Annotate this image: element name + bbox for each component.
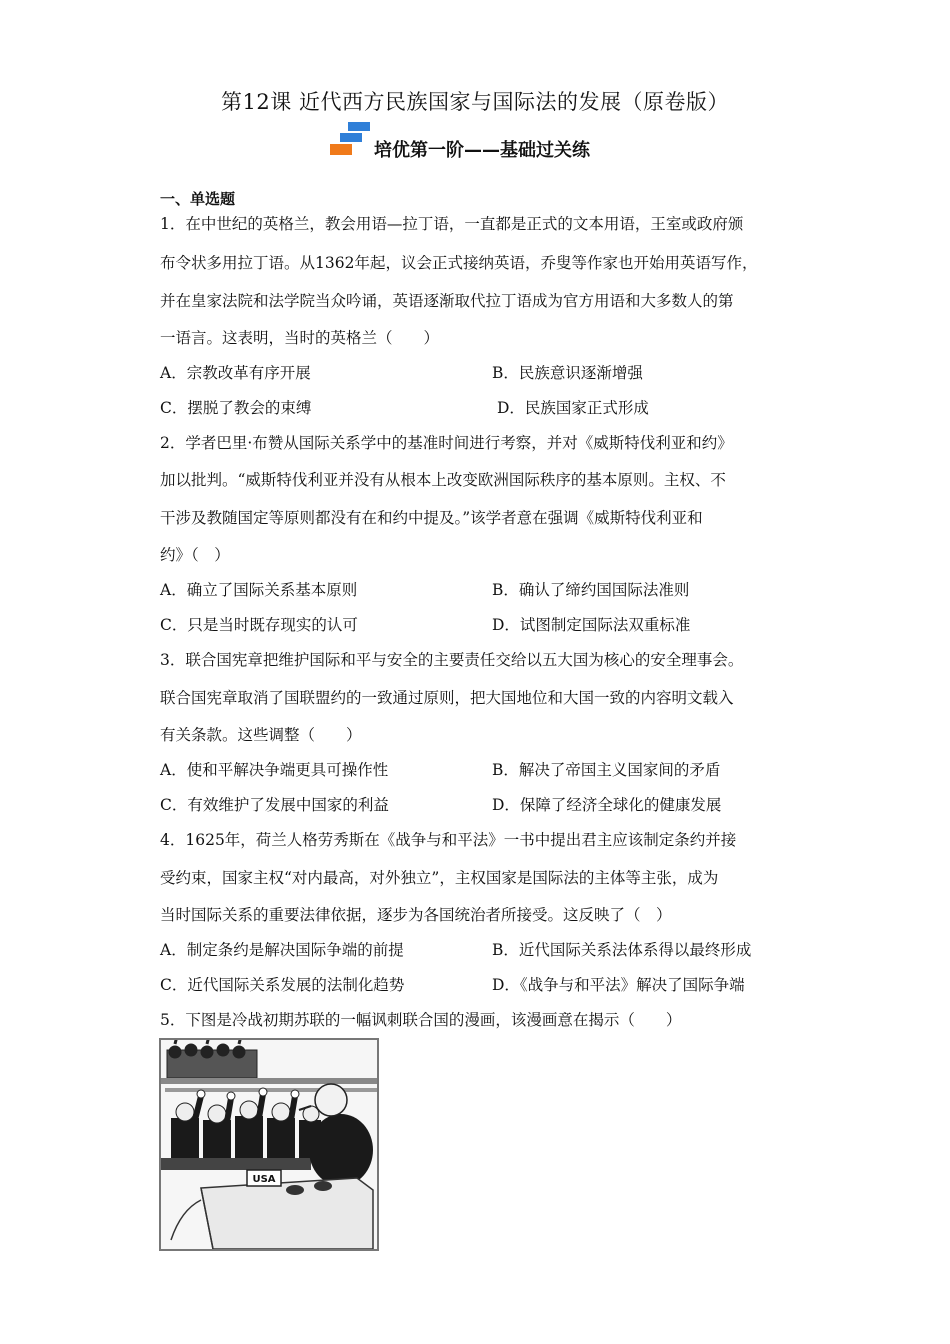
option-a[interactable]: A．确立了国际关系基本原则: [160, 581, 358, 599]
option-a[interactable]: A．宗教改革有序开展: [160, 364, 311, 382]
option-c[interactable]: C．有效维护了发展中国家的利益: [160, 796, 389, 814]
option-b[interactable]: B．解决了帝国主义国家间的矛盾: [492, 761, 721, 779]
option-b[interactable]: B．近代国际关系法体系得以最终形成: [492, 941, 752, 959]
question-line: 3．联合国宪章把维护国际和平与安全的主要责任交给以五大国为核心的安全理事会。: [160, 651, 744, 669]
question-line: 约》（ ）: [160, 546, 230, 564]
question-line: 2．学者巴里·布赞从国际关系学中的基准时间进行考察，并对《威斯特伐利亚和约》: [160, 434, 733, 452]
question-line: 干涉及教随国定等原则都没有在和约中提及。”该学者意在强调《威斯特伐利亚和: [160, 509, 703, 527]
option-a[interactable]: A．使和平解决争端更具可操作性: [160, 761, 389, 779]
subtitle-banner: [0, 122, 950, 162]
cartoon-drawing: [161, 1040, 377, 1249]
option-c[interactable]: C．只是当时既存现实的认可: [160, 616, 358, 634]
usa-sign: USA: [252, 1174, 276, 1185]
question-line: 一语言。这表明，当时的英格兰（ ）: [160, 329, 440, 347]
question-line: 联合国宪章取消了国联盟约的一致通过原则，把大国地位和大国一致的内容明文载入: [160, 689, 734, 707]
question-line: 当时国际关系的重要法律依据，逐步为各国统治者所接受。这反映了（ ）: [160, 906, 672, 924]
option-d[interactable]: D．《战争与和平法》解决了国际争端: [492, 976, 745, 994]
stairs-icon: [328, 122, 372, 158]
question-line: 布令状多用拉丁语。从1362年起，议会正式接纳英语，乔叟等作家也开始用英语写作，: [160, 254, 758, 272]
page-title: 第12课 近代西方民族国家与国际法的发展（原卷版）: [221, 90, 729, 114]
question-line: 加以批判。“威斯特伐利亚并没有从根本上改变欧洲国际秩序的基本原则。主权、不: [160, 471, 726, 489]
cartoon-image: [159, 1038, 379, 1251]
option-d[interactable]: D．试图制定国际法双重标准: [492, 616, 691, 634]
question-line: 5．下图是冷战初期苏联的一幅讽刺联合国的漫画，该漫画意在揭示（ ）: [160, 1011, 682, 1029]
question-line: 1．在中世纪的英格兰，教会用语—拉丁语，一直都是正式的文本用语，王室或政府颁: [160, 215, 744, 233]
question-line: 4．1625年，荷兰人格劳秀斯在《战争与和平法》一书中提出君主应该制定条约并接: [160, 831, 737, 849]
option-c[interactable]: C．摆脱了教会的束缚: [160, 399, 312, 417]
option-b[interactable]: B．确认了缔约国国际法准则: [492, 581, 690, 599]
section-title: 一、单选题: [160, 190, 236, 208]
option-a[interactable]: A．制定条约是解决国际争端的前提: [160, 941, 404, 959]
question-line: 并在皇家法院和法学院当众吟诵，英语逐渐取代拉丁语成为官方用语和大多数人的第: [160, 292, 734, 310]
option-d[interactable]: D．保障了经济全球化的健康发展: [492, 796, 722, 814]
question-line: 受约束，国家主权“对内最高，对外独立”，主权国家是国际法的主体等主张，成为: [160, 869, 719, 887]
question-line: 有关条款。这些调整（ ）: [160, 726, 362, 744]
option-c[interactable]: C．近代国际关系发展的法制化趋势: [160, 976, 405, 994]
option-d[interactable]: D．民族国家正式形成: [497, 399, 649, 417]
option-b[interactable]: B．民族意识逐渐增强: [492, 364, 643, 382]
subtitle-text: 培优第一阶——基础过关练: [374, 140, 590, 161]
